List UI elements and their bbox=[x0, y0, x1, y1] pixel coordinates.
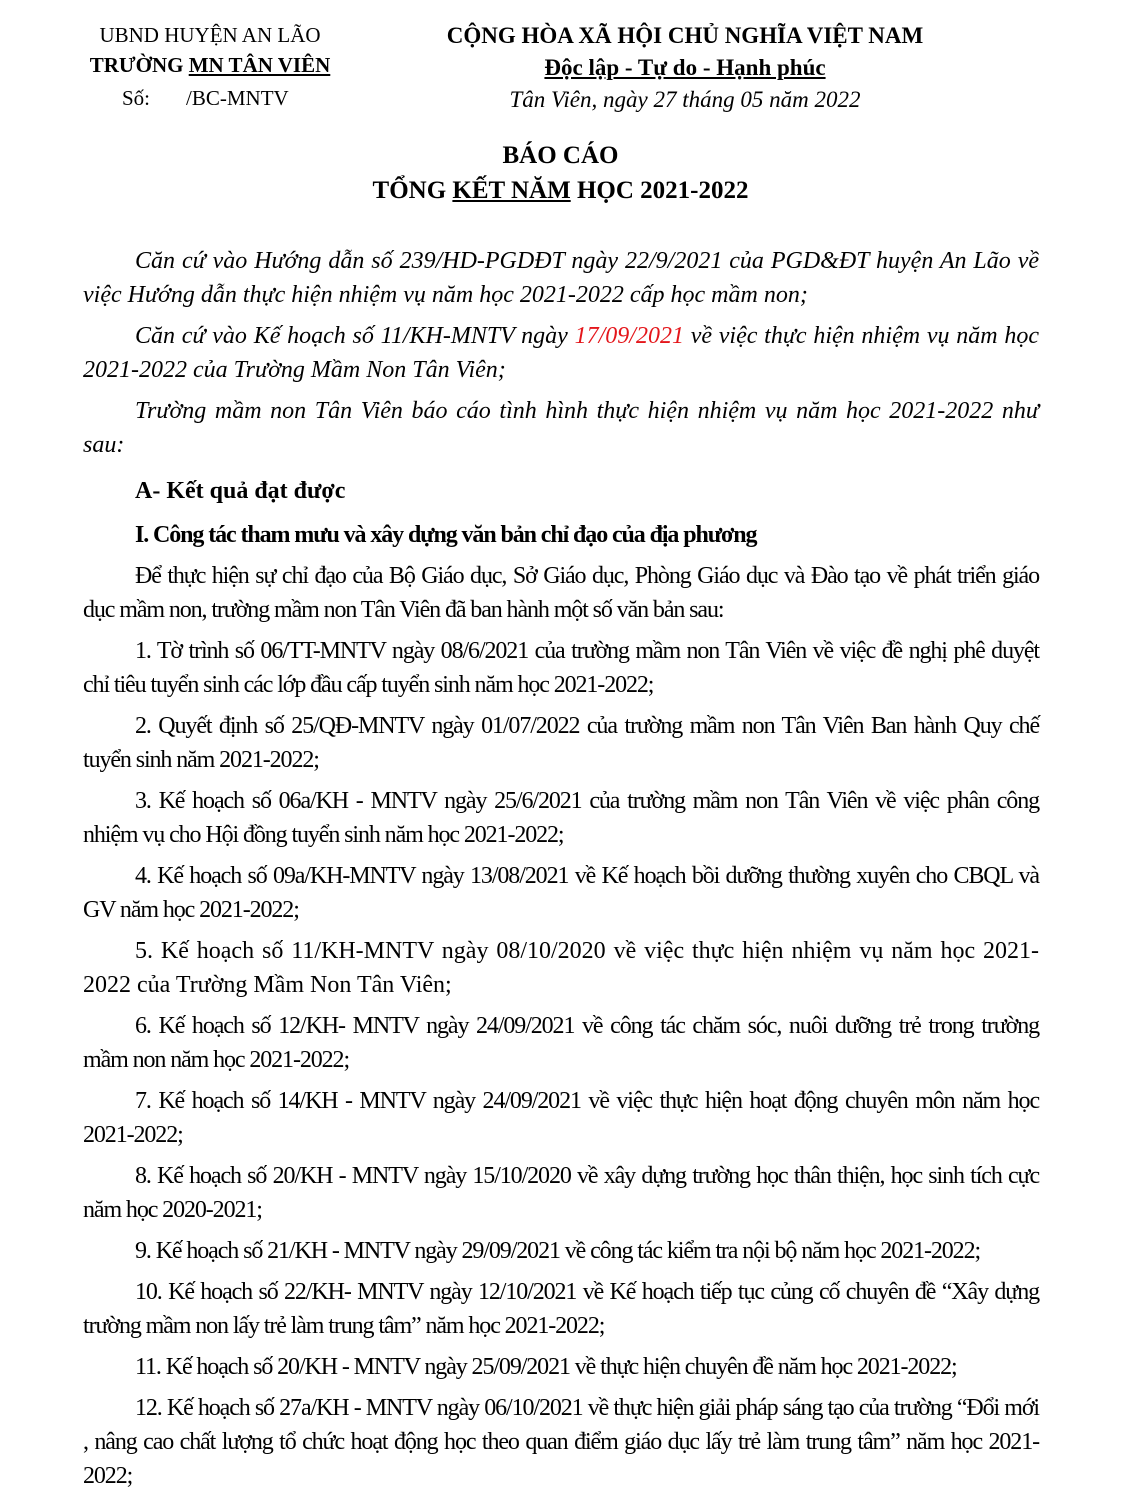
list-item: 2. Quyết định số 25/QĐ-MNTV ngày 01/07/2022 của trường mầm non Tân Viên Ban hành Quy chế tuyển sinh năm 2021-2022; bbox=[83, 713, 1039, 773]
list-item: 6. Kế hoạch số 12/KH- MNTV ngày 24/09/2021 về công tác chăm sóc, nuôi dưỡng trẻ trong trường mầm non năm học 2021-2022; bbox=[83, 1013, 1039, 1073]
document-number bbox=[122, 86, 289, 111]
list-item: 12. Kế hoạch số 27a/KH - MNTV ngày 06/10/2021 về thực hiện giải pháp sáng tạo của trường “Đổi mới , nâng cao chất lượng tổ chức hoạt động học theo quan điểm giáo dục lấy trẻ làm trung tâm” năm học 2021-2022; bbox=[83, 1395, 1039, 1489]
issuing-agency-block bbox=[80, 20, 340, 80]
national-header-block bbox=[420, 20, 950, 116]
title-line-2-start: TỔNG bbox=[372, 177, 453, 204]
title-line-2-end: HỌC 2021-2022 bbox=[570, 177, 749, 204]
school-name bbox=[80, 50, 340, 80]
preamble-paragraph-2 bbox=[83, 319, 1039, 387]
list-item: 1. Tờ trình số 06/TT-MNTV ngày 08/6/2021 của trường mầm non Tân Viên về việc đề nghị phê duyệt chỉ tiêu tuyển sinh các lớp đầu cấp tuyển sinh năm học 2021-2022; bbox=[83, 638, 1039, 698]
preamble-2-start: Căn cứ vào Kế hoạch số 11/KH-MNTV ngày bbox=[135, 323, 575, 349]
agency-name: UBND HUYỆN AN LÃO bbox=[99, 23, 321, 47]
title-line-2-underlined: KẾT NĂM bbox=[452, 177, 571, 204]
document-number-code: /BC-MNTV bbox=[186, 86, 289, 110]
document-number-label: Số: bbox=[122, 86, 151, 110]
list-item: 5. Kế hoạch số 11/KH-MNTV ngày 08/10/2020 về việc thực hiện nhiệm vụ năm học 2021-2022 của Trường Mầm Non Tân Viên; bbox=[83, 938, 1039, 998]
plan-date-highlight: 17/09/2021 bbox=[574, 323, 684, 349]
preamble-paragraph-1: Căn cứ vào Hướng dẫn số 239/HD-PGDĐT ngày 22/9/2021 của PGD&ĐT huyện An Lão về việc Hướng dẫn thực hiện nhiệm vụ năm học 2021-2022 cấp học mầm non; bbox=[83, 248, 1039, 308]
national-motto: Độc lập - Tự do - Hạnh phúc bbox=[544, 55, 826, 80]
preamble-2-end: về việc thực hiện nhiệm vụ năm học 2021-2022 của Trường Mầm Non Tân Viên; bbox=[83, 323, 1040, 383]
national-title: CỘNG HÒA XÃ HỘI CHỦ NGHĨA VIỆT NAM bbox=[446, 23, 924, 48]
list-item: 8. Kế hoạch số 20/KH - MNTV ngày 15/10/2020 về xây dựng trường học thân thiện, học sinh tích cực năm học 2020-2021; bbox=[83, 1163, 1039, 1223]
list-item: 3. Kế hoạch số 06a/KH - MNTV ngày 25/6/2021 của trường mầm non Tân Viên về việc phân công nhiệm vụ cho Hội đồng tuyển sinh năm học 2021-2022; bbox=[83, 788, 1039, 848]
title-line-2 bbox=[0, 173, 1121, 208]
title-line-1: BÁO CÁO bbox=[502, 142, 619, 169]
section-i-heading: I. Công tác tham mưu và xây dựng văn bản chỉ đạo của địa phương bbox=[135, 522, 757, 548]
section-intro: Để thực hiện sự chỉ đạo của Bộ Giáo dục, Sở Giáo dục, Phòng Giáo dục và Đào tạo về phát triển giáo dục mầm non, trường mầm non Tân Viên đã ban hành một số văn bản sau: bbox=[83, 563, 1039, 623]
list-item: 9. Kế hoạch số 21/KH - MNTV ngày 29/09/2021 về công tác kiểm tra nội bộ năm học 2021-2022; bbox=[135, 1238, 981, 1264]
section-a-heading: A- Kết quả đạt được bbox=[135, 478, 346, 504]
list-item: 11. Kế hoạch số 20/KH - MNTV ngày 25/09/2021 về thực hiện chuyên đề năm học 2021-2022; bbox=[135, 1354, 957, 1380]
preamble-paragraph-3: Trường mầm non Tân Viên báo cáo tình hình thực hiện nhiệm vụ năm học 2021-2022 như sau: bbox=[83, 398, 1039, 458]
list-item: 4. Kế hoạch số 09a/KH-MNTV ngày 13/08/2021 về Kế hoạch bồi dưỡng thường xuyên cho CBQL và GV năm học 2021-2022; bbox=[83, 863, 1039, 923]
school-name-prefix: TRƯỜNG bbox=[89, 53, 189, 77]
list-item: 7. Kế hoạch số 14/KH - MNTV ngày 24/09/2021 về việc thực hiện hoạt động chuyên môn năm học 2021-2022; bbox=[83, 1088, 1039, 1148]
document-body bbox=[83, 244, 1039, 1500]
list-item: 10. Kế hoạch số 22/KH- MNTV ngày 12/10/2021 về Kế hoạch tiếp tục củng cố chuyên đề “Xây dựng trường mầm non lấy trẻ làm trung tâm” năm học 2021-2022; bbox=[83, 1279, 1039, 1339]
school-name-underlined: MN TÂN VIÊN bbox=[188, 53, 331, 77]
document-title bbox=[0, 138, 1121, 208]
place-date: Tân Viên, ngày 27 tháng 05 năm 2022 bbox=[509, 87, 861, 112]
